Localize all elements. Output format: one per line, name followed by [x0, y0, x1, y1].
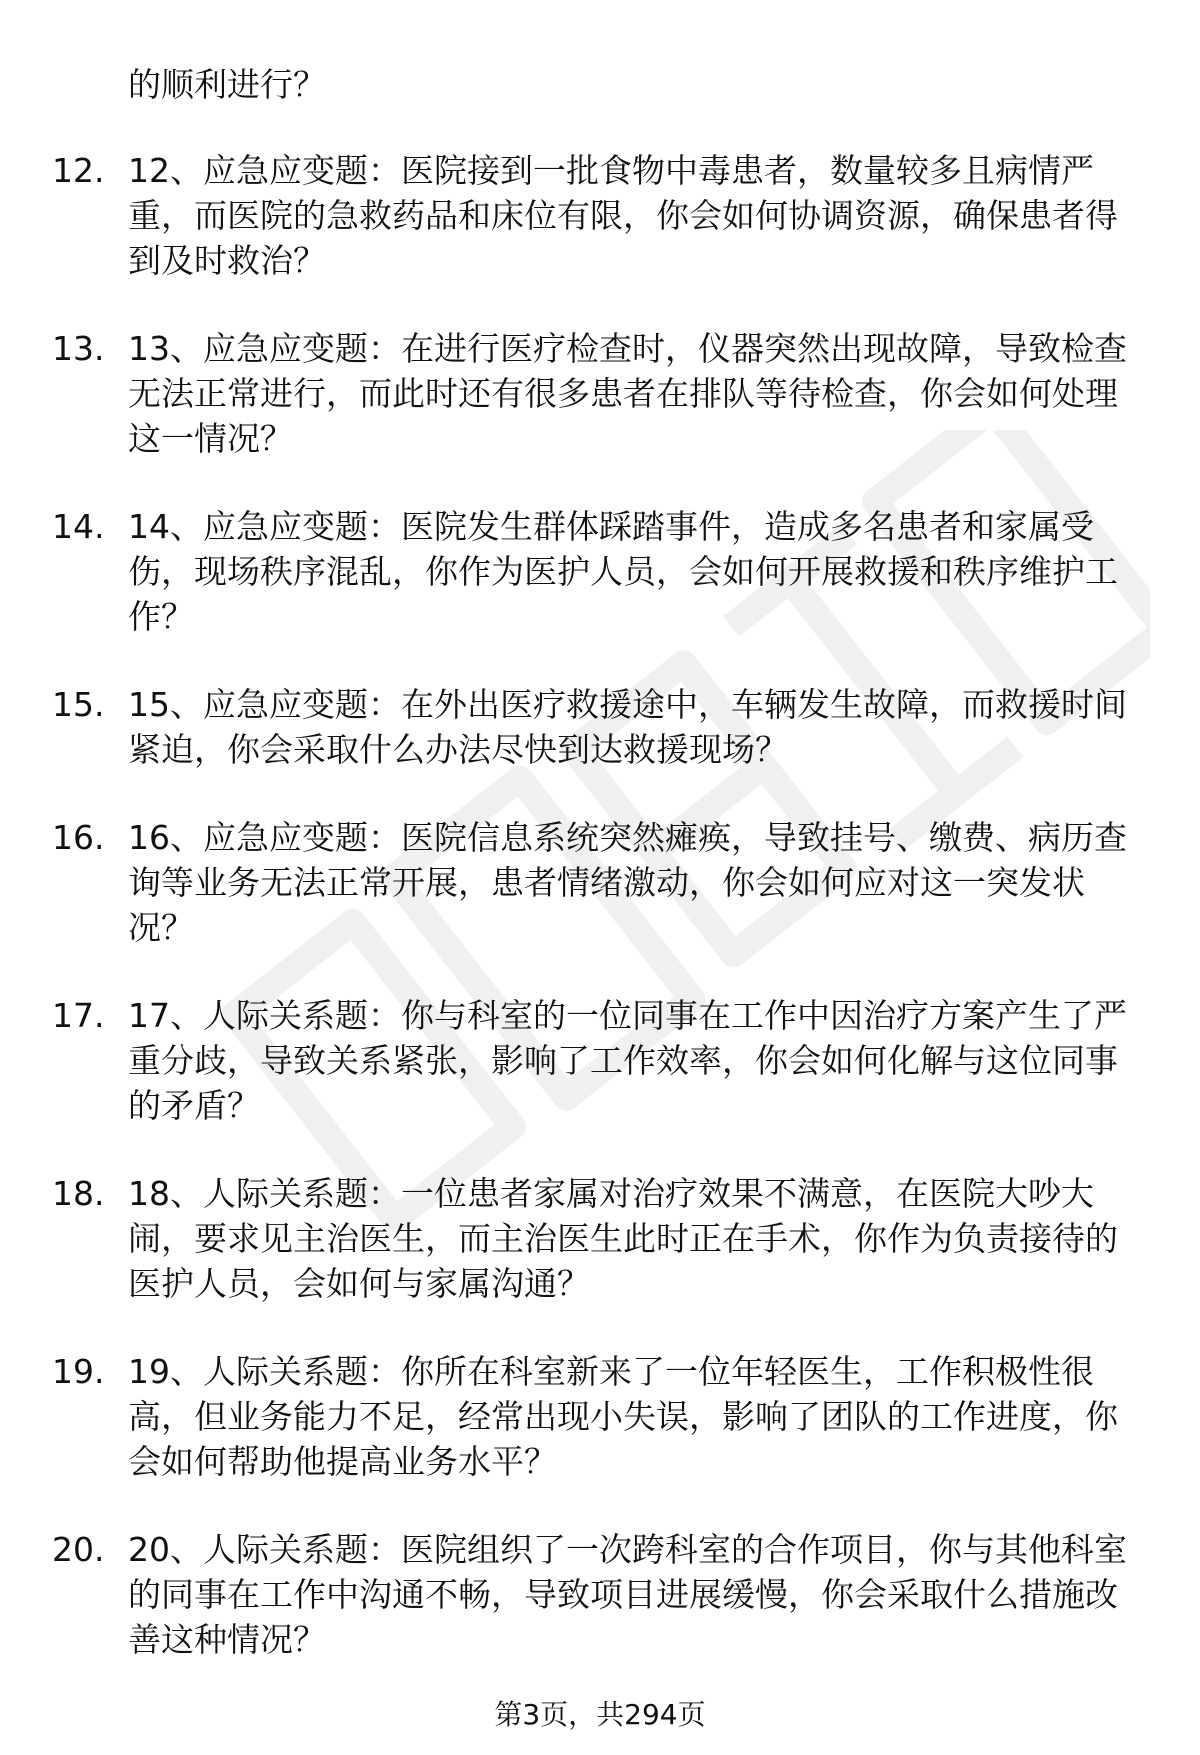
- question-number: 14.: [52, 507, 105, 546]
- question-number: 19.: [52, 1352, 105, 1391]
- question-text: 16、应急应变题：医院信息系统突然瘫痪，导致挂号、缴费、病历查询等业务无法正常开展，患者情绪激动，你会如何应对这一突发状况？: [128, 818, 1127, 947]
- question-text: 13、应急应变题：在进行医疗检查时，仪器突然出现故障，导致检查无法正常进行，而此时还有很多患者在排队等待检查，你会如何处理这一情况？: [128, 329, 1127, 458]
- continuation-text: 的顺利进行？: [128, 65, 326, 104]
- list-item: [0, 993, 1200, 1128]
- question-number: 16.: [52, 818, 105, 857]
- question-text: 17、人际关系题：你与科室的一位同事在工作中因治疗方案产生了严重分歧，导致关系紧张，影响了工作效率，你会如何化解与这位同事的矛盾？: [128, 996, 1127, 1125]
- list-item: [0, 815, 1200, 950]
- question-text: 14、应急应变题：医院发生群体踩踏事件，造成多名患者和家属受伤，现场秩序混乱，你作为医护人员，会如何开展救援和秩序维护工作？: [128, 507, 1118, 636]
- list-item: [0, 1349, 1200, 1484]
- question-list: [0, 148, 1200, 1705]
- question-number: 20.: [52, 1530, 105, 1569]
- question-number: 17.: [52, 996, 105, 1035]
- list-item: [0, 148, 1200, 283]
- page-footer: 第3页，共294页: [494, 1698, 706, 1731]
- list-item: [0, 1527, 1200, 1662]
- question-text: 19、人际关系题：你所在科室新来了一位年轻医生，工作积极性很高，但业务能力不足，经常出现小失误，影响了团队的工作进度，你会如何帮助他提高业务水平？: [128, 1352, 1118, 1481]
- question-text: 12、应急应变题：医院接到一批食物中毒患者，数量较多且病情严重，而医院的急救药品和床位有限，你会如何协调资源，确保患者得到及时救治？: [128, 151, 1118, 280]
- question-number: 12.: [52, 151, 105, 190]
- question-text: 15、应急应变题：在外出医疗救援途中，车辆发生故障，而救援时间紧迫，你会采取什么办法尽快到达救援现场？: [128, 685, 1127, 769]
- list-item: [0, 504, 1200, 639]
- list-item: [0, 326, 1200, 461]
- list-item: [0, 1171, 1200, 1306]
- question-number: 15.: [52, 685, 105, 724]
- question-text: 20、人际关系题：医院组织了一次跨科室的合作项目，你与其他科室的同事在工作中沟通不畅，导致项目进展缓慢，你会采取什么措施改善这种情况？: [128, 1530, 1127, 1659]
- question-number: 13.: [52, 329, 105, 368]
- question-text: 18、人际关系题：一位患者家属对治疗效果不满意，在医院大吵大闹，要求见主治医生，而主治医生此时正在手术，你作为负责接待的医护人员，会如何与家属沟通？: [128, 1174, 1118, 1303]
- question-number: 18.: [52, 1174, 105, 1213]
- list-item: [0, 682, 1200, 772]
